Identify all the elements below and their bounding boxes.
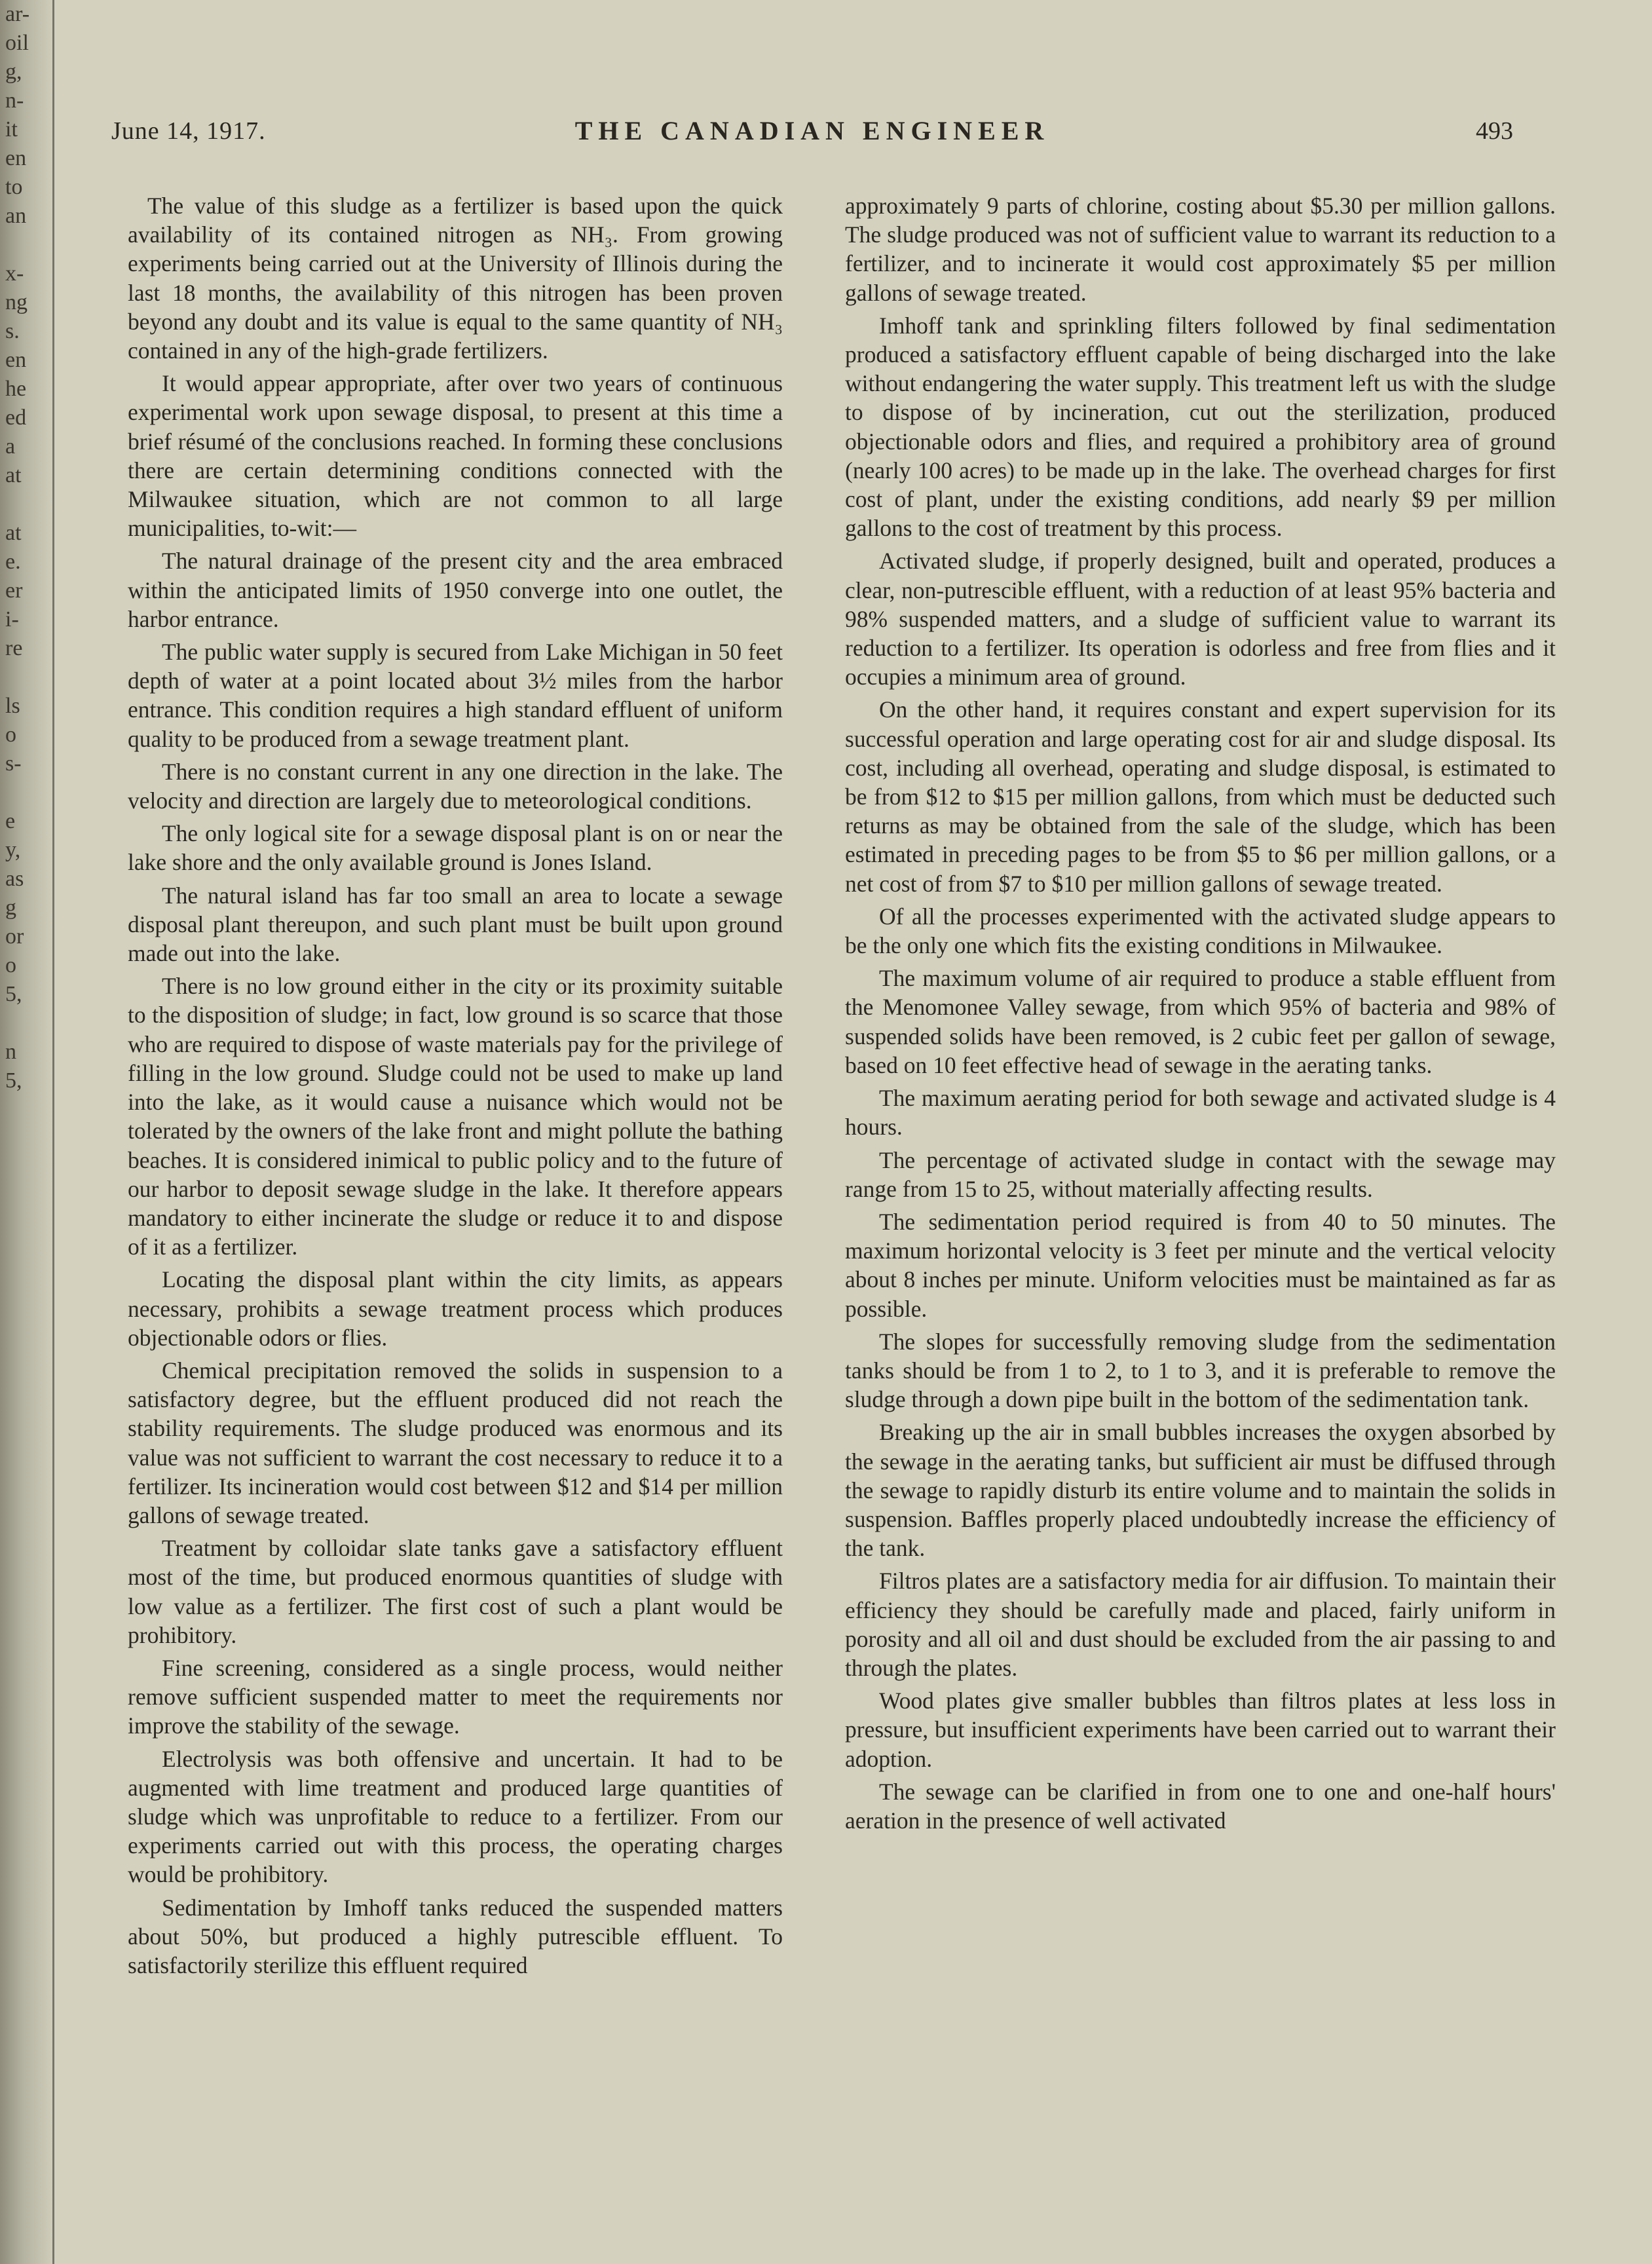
margin-fragment: at [5,463,22,487]
paragraph: Treatment by colloidar slate tanks gave a satisfactory effluent most of the time, but produced enormous quantities of sludge with low value as a fertilizer. The first cost of such a plant would be prohibitory. [128,1535,783,1648]
margin-fragment: 5, [5,982,22,1006]
margin-fragment [5,663,45,692]
margin-fragment [5,231,45,259]
paragraph: It would appear appropriate, after over two years of continuous experimental work upon sewage disposal, to present at this time a brief résumé of the conclusions reached. In forming these conclusions there are certain determining conditions connected with the Milwaukee situation, which are not common to all large municipalities, to-wit:— [128,370,783,542]
paragraph: There is no low ground either in the city or its proximity suitable to the disposition of sludge; in fact, low ground is so scarce that those who are required to dispose of waste materials pay for the privilege of filling in the low ground. Sludge could not be used to make up land into the lake, as it would cause a nuisance which would not be tolerated by the owners of the lake front and might pollute the bathing beaches. It is considered inimical to public policy and to the future of our harbor to deposit sewage sludge in the lake. It therefore appears mandatory to either incinerate the sludge or reduce it to and dispose of it as a fertilizer. [128,973,783,1260]
margin-fragment [5,1009,45,1038]
paragraph: Imhoff tank and sprinkling filters followed by final sedimentation produced a satisfactory effluent capable of being discharged into the lake without endangering the water supply. This treatment left us with the sludge to dispose of by incineration, cut out the sterilization, produced objectionable odors and flies, and required a prohibitory area of ground (nearly 100 acres) to be made up in the lake. The overhead charges for first cost of plant, under the existing conditions, add nearly $9 per million gallons to the cost of treatment by this process. [845,312,1556,542]
paragraph: The value of this sludge as a fertilizer is based upon the quick availability of its contained nitrogen as NH₃. From growing experiments being carried out at the University of Illinois during the last 18 months, the availability of this nitrogen has been proven beyond any doubt and its value is equal to the same quantity of NH₃ contained in any of the high-grade fertilizers. [128,193,783,364]
paragraph: Fine screening, considered as a single process, would neither remove sufficient suspended matter to meet the requirements nor improve the stability of the sewage. [128,1654,783,1739]
paragraph: Sedimentation by Imhoff tanks reduced the suspended matters about 50%, but produced a highly putrescible effluent. To satisfactorily sterilize this effluent required [128,1894,783,1978]
paragraph: Locating the disposal plant within the city limits, as appears necessary, prohibits a sewage treatment process which produces objectionable odors or flies. [128,1266,783,1351]
page-number: 493 [1476,117,1513,145]
margin-fragment: a [5,434,16,459]
margin-fragment: er [5,578,23,603]
margin-fragment: n [5,1040,16,1064]
margin-fragment: i- [5,607,19,632]
paragraph: The sedimentation period required is from 40 to 50 minutes. The maximum horizontal velocity is 3 feet per minute and the vertical velocity about 8 inches per minute. Uniform velocities must be maintained as far as possible. [845,1208,1556,1322]
adjacent-page-margin [5,0,45,2264]
right-column [845,191,1556,1835]
paragraph: The sewage can be clarified in from one to one and one-half hours' aeration in the presence of well activated [845,1778,1556,1834]
margin-fragment: as [5,867,24,891]
margin-fragment: ng [5,290,28,314]
margin-fragment: s. [5,319,20,343]
left-column [128,191,783,1980]
paragraph: The natural drainage of the present city and the area embraced within the anticipated limits of 1950 converge into one outlet, the harbor entrance. [128,548,783,632]
margin-fragment: he [5,377,27,401]
margin-fragment [5,490,45,519]
margin-fragment: o [5,953,16,977]
margin-fragment: y, [5,838,21,862]
margin-fragment: g [5,896,16,920]
margin-fragment: n- [5,88,24,113]
margin-fragment: s- [5,751,22,776]
paragraph: On the other hand, it requires constant and expert supervision for its successful operation and large operating cost for air and sludge disposal. Its cost, including all overhead, operating and sludge disposal, is estimated to be from $12 to $15 per million gallons, from which must be deducted such returns as may be obtained from the sale of the sludge, which has been estimated in preceding pages to be from $5 to $6 per million gallons, or a net cost of from $7 to $10 per million gallons of sewage treated. [845,696,1556,897]
margin-fragment: an [5,204,27,228]
margin-fragment: ar- [5,2,30,26]
margin-fragment: e. [5,550,21,574]
paragraph: The maximum aerating period for both sewage and activated sludge is 4 hours. [845,1085,1556,1141]
paragraph: The percentage of activated sludge in contact with the sewage may range from 15 to 25, without materially affecting results. [845,1146,1556,1202]
margin-fragment: ed [5,406,27,430]
paragraph: Chemical precipitation removed the solids in suspension to a satisfactory degree, but the effluent produced did not reach the stability requirements. The sludge produced was enormous and its value was not sufficient to warrant the cost necessary to reduce it to a fertilizer. Its incineration would cost between $12 and $14 per million gallons of sewage treated. [128,1357,783,1528]
margin-fragment [5,778,45,807]
paragraph: The maximum volume of air required to produce a stable effluent from the Menomonee Valley sewage, from which 95% of bacteria and 98% of suspended solids have been removed, is 2 cubic feet per gallon of sewage, based on 10 feet effective head of sewage in the aerating tanks. [845,965,1556,1078]
paragraph: Filtros plates are a satisfactory media for air diffusion. To maintain their efficiency they should be carefully made and placed, fairly uniform in porosity and all oil and dust should be excluded from the air passing to and through the plates. [845,1568,1556,1681]
running-header [111,117,1513,156]
paragraph: There is no constant current in any one direction in the lake. The velocity and direction are largely due to meteorological conditions. [128,758,783,814]
paragraph: The only logical site for a sewage disposal plant is on or near the lake shore and the only available ground is Jones Island. [128,820,783,876]
paragraph: approximately 9 parts of chlorine, costing about $5.30 per million gallons. The sludge produced was not of sufficient value to warrant its reduction to a fertilizer, and to incinerate it would cost approximately $5 per million gallons of sewage treated. [845,193,1556,306]
margin-fragment: en [5,348,27,372]
issue-date: June 14, 1917. [111,117,266,145]
margin-fragment: en [5,146,27,170]
margin-fragment: or [5,924,24,949]
journal-title: THE CANADIAN ENGINEER [574,116,1050,145]
paragraph: Activated sludge, if properly designed, built and operated, produces a clear, non-putrescible effluent, with a reduction of at least 95% bacteria and 98% suspended matters, and a sludge of sufficient value to warrant its reduction to a fertilizer. Its operation is odorless and free from flies and it occupies a minimum area of ground. [845,548,1556,690]
margin-fragment: o [5,723,16,747]
margin-fragment: ls [5,694,20,718]
paragraph: The public water supply is secured from Lake Michigan in 50 feet depth of water at a point located about 3½ miles from the harbor entrance. This condition requires a high standard effluent of uniform quality to be produced from a sewage treatment plant. [128,639,783,752]
margin-fragment: re [5,636,23,660]
margin-fragment: to [5,175,23,199]
paragraph: The natural island has far too small an area to locate a sewage disposal plant thereupon, and such plant must be built upon ground made out into the lake. [128,882,783,967]
paragraph: Wood plates give smaller bubbles than filtros plates at less loss in pressure, but insufficient experiments have been carried out to warrant their adoption. [845,1688,1556,1772]
margin-fragment: e [5,809,16,833]
margin-fragment: oil [5,31,29,55]
margin-fragment: x- [5,261,24,286]
paragraph: The slopes for successfully removing sludge from the sedimentation tanks should be from 1 to 2, to 1 to 3, and it is preferable to remove the sludge through a down pipe built in the bottom of the sedimentation tank. [845,1328,1556,1413]
margin-fragment: at [5,521,22,545]
margin-fragment: g, [5,60,22,84]
paragraph: Of all the processes experimented with the activated sludge appears to be the only one which fits the existing conditions in Milwaukee. [845,903,1556,959]
margin-fragment: 5, [5,1068,22,1093]
paragraph: Breaking up the air in small bubbles increases the oxygen absorbed by the sewage in the aerating tanks, but sufficient air must be diffused through the sewage to rapidly disturb its entire volume and to maintain the solids in suspension. Baffles properly placed undoubtedly increase the efficiency of the tank. [845,1419,1556,1562]
paragraph: Electrolysis was both offensive and uncertain. It had to be augmented with lime treatment and produced large quantities of sludge which was unprofitable to reduce to a fertilizer. From our experiments carried out with this process, the operating charges would be prohibitory. [128,1745,783,1888]
margin-fragment: it [5,117,18,142]
